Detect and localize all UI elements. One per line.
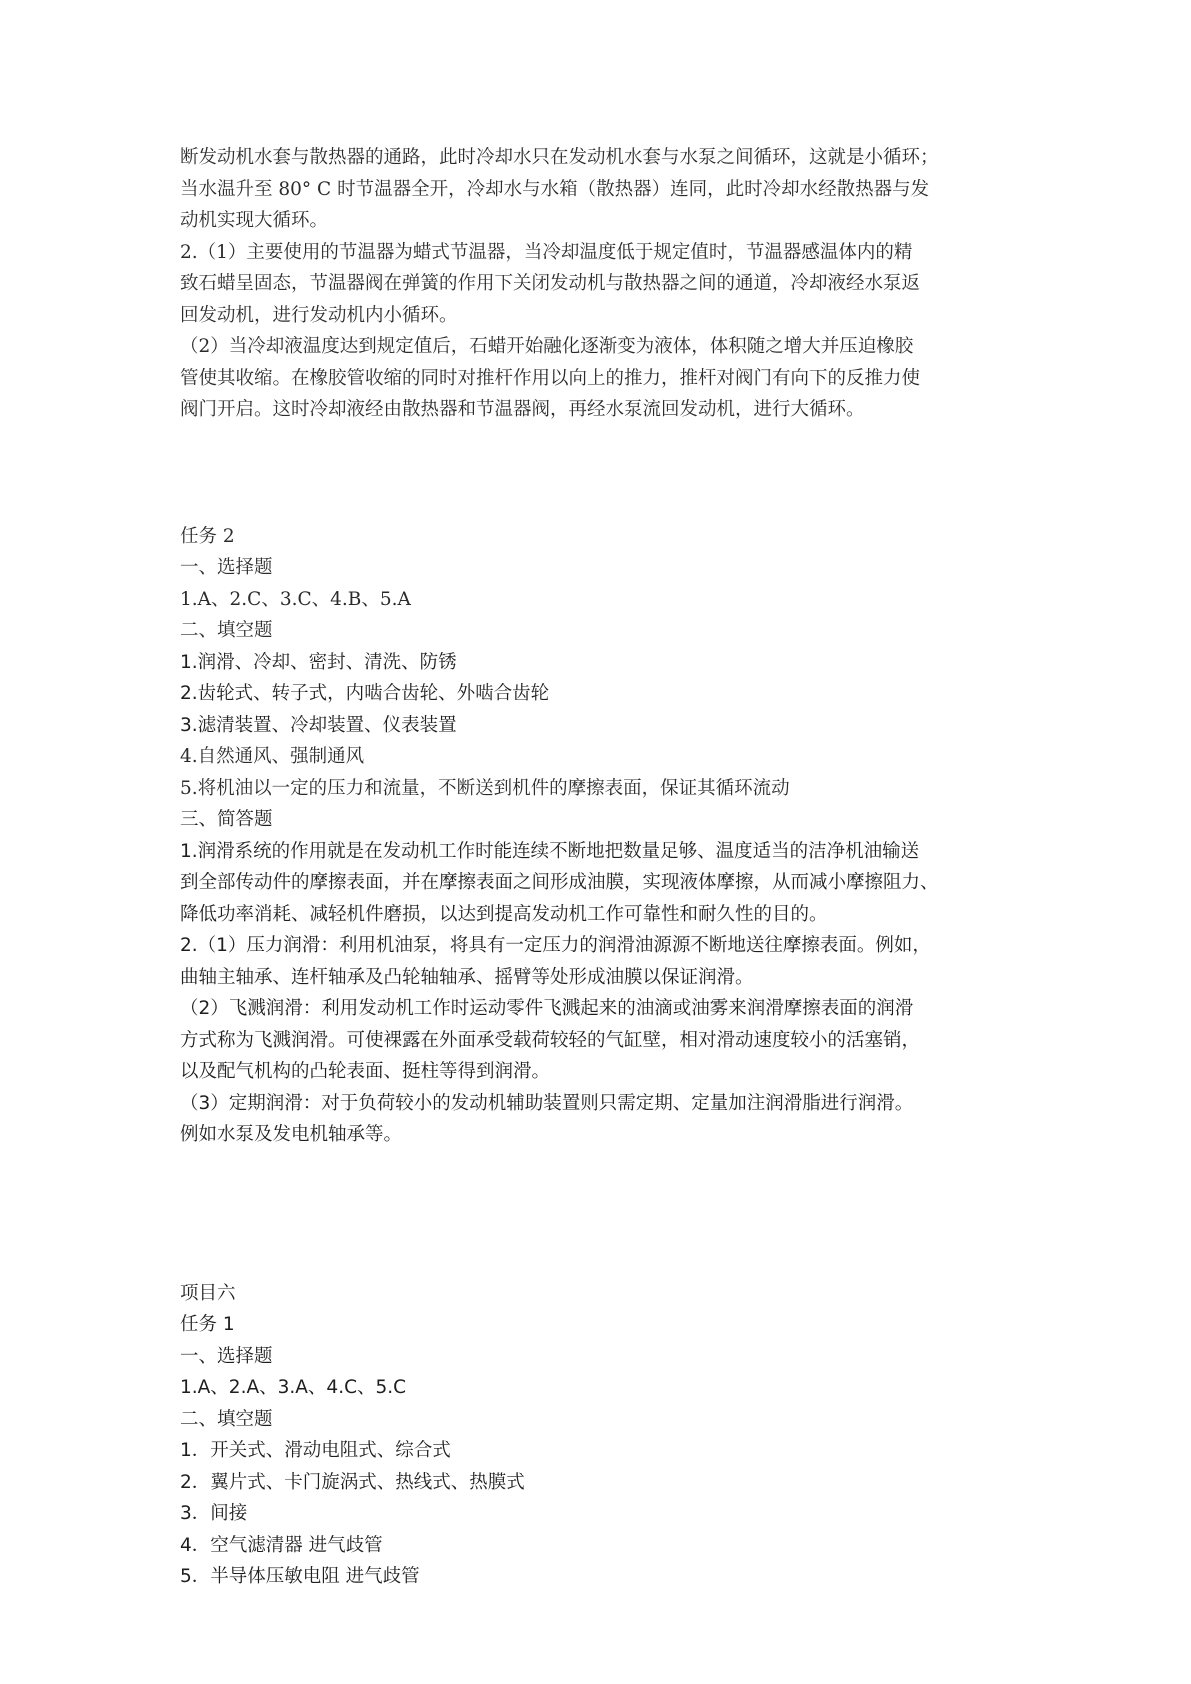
choice-answers: 1.A、2.A、3.A、4.C、5.C	[180, 1377, 407, 1398]
paragraph-line: 当水温升至 80° C 时节温器全开，冷却水与水箱（散热器）连同，此时冷却水经散热器与发	[180, 178, 930, 200]
section-heading-short: 三、简答题	[180, 809, 273, 830]
paragraph-line: 断发动机水套与散热器的通路，此时冷却水只在发动机水套与水泵之间循环，这就是小循环；	[180, 147, 939, 168]
document-body	[180, 142, 1030, 1593]
section-spacer	[180, 1151, 1030, 1278]
short-answer-line: 方式称为飞溅润滑。可使裸露在外面承受载荷较轻的气缸壁，相对滑动速度较小的活塞销，	[180, 1029, 921, 1051]
section-heading-choice: 一、选择题	[180, 557, 273, 578]
fill-answer: 2．翼片式、卡门旋涡式、热线式、热膜式	[180, 1471, 525, 1493]
paragraph-line: 动机实现大循环。	[180, 210, 329, 231]
paragraph-line: 管使其收缩。在橡胶管收缩的同时对推杆作用以向上的推力，推杆对阀门有向下的反推力使	[180, 367, 921, 389]
section-heading-fill: 二、填空题	[180, 620, 273, 641]
fill-answer: 5．半导体压敏电阻 进气歧管	[180, 1566, 420, 1587]
short-answer-line: （2）飞溅润滑：利用发动机工作时运动零件飞溅起来的油滴或油雾来润滑摩擦表面的润滑	[180, 998, 914, 1019]
section-heading-choice: 一、选择题	[180, 1345, 273, 1367]
paragraph-line: 回发动机，进行发动机内小循环。	[180, 304, 458, 326]
section-spacer	[180, 426, 1030, 521]
fill-answer: 4.自然通风、强制通风	[180, 746, 365, 767]
paragraph-line: （2）当冷却液温度达到规定值后，石蜡开始融化逐渐变为液体，体积随之增大并压迫橡胶	[180, 336, 914, 357]
short-answer-line: 例如水泵及发电机轴承等。	[180, 1124, 403, 1145]
project-title: 项目六	[180, 1282, 236, 1304]
fill-answer: 2.齿轮式、转子式，内啮合齿轮、外啮合齿轮	[180, 683, 550, 704]
fill-answer: 3．间接	[180, 1503, 248, 1524]
section-heading-fill: 二、填空题	[180, 1408, 273, 1430]
short-answer-line: 降低功率消耗、减轻机件磨损，以达到提高发动机工作可靠性和耐久性的目的。	[180, 903, 828, 925]
short-answer-line: 1.润滑系统的作用就是在发动机工作时能连续不断地把数量足够、温度适当的洁净机油输送	[180, 840, 920, 862]
short-answer-line: 曲轴主轴承、连杆轴承及凸轮轴轴承、摇臂等处形成油膜以保证润滑。	[180, 966, 754, 988]
short-answer-line: 以及配气机构的凸轮表面、挺柱等得到润滑。	[180, 1061, 551, 1082]
fill-answer: 3.滤清装置、冷却装置、仪表装置	[180, 714, 457, 736]
task-title: 任务 1	[180, 1314, 235, 1335]
short-answer-line: 2.（1）压力润滑：利用机油泵，将具有一定压力的润滑油源源不断地送往摩擦表面。例如，	[180, 935, 931, 956]
short-answer-line: 到全部传动件的摩擦表面，并在摩擦表面之间形成油膜，实现液体摩擦，从而减小摩擦阻力、	[180, 872, 939, 893]
paragraph-line: 阀门开启。这时冷却液经由散热器和节温器阀，再经水泵流回发动机，进行大循环。	[180, 399, 865, 420]
fill-answer: 5.将机油以一定的压力和流量，不断送到机件的摩擦表面，保证其循环流动	[180, 777, 790, 799]
fill-answer: 4．空气滤清器 进气歧管	[180, 1534, 383, 1556]
paragraph-line: 致石蜡呈固态，节温器阀在弹簧的作用下关闭发动机与散热器之间的通道，冷却液经水泵返	[180, 273, 921, 294]
short-answer-line: （3）定期润滑：对于负荷较小的发动机辅助装置则只需定期、定量加注润滑脂进行润滑。	[180, 1092, 914, 1114]
choice-answers: 1.A、2.C、3.C、4.B、5.A	[180, 588, 411, 610]
paragraph-line: 2.（1）主要使用的节温器为蜡式节温器，当冷却温度低于规定值时，节温器感温体内的精	[180, 241, 913, 263]
fill-answer: 1．开关式、滑动电阻式、综合式	[180, 1440, 451, 1461]
fill-answer: 1.润滑、冷却、密封、清洗、防锈	[180, 651, 457, 673]
task-title: 任务 2	[180, 525, 235, 547]
